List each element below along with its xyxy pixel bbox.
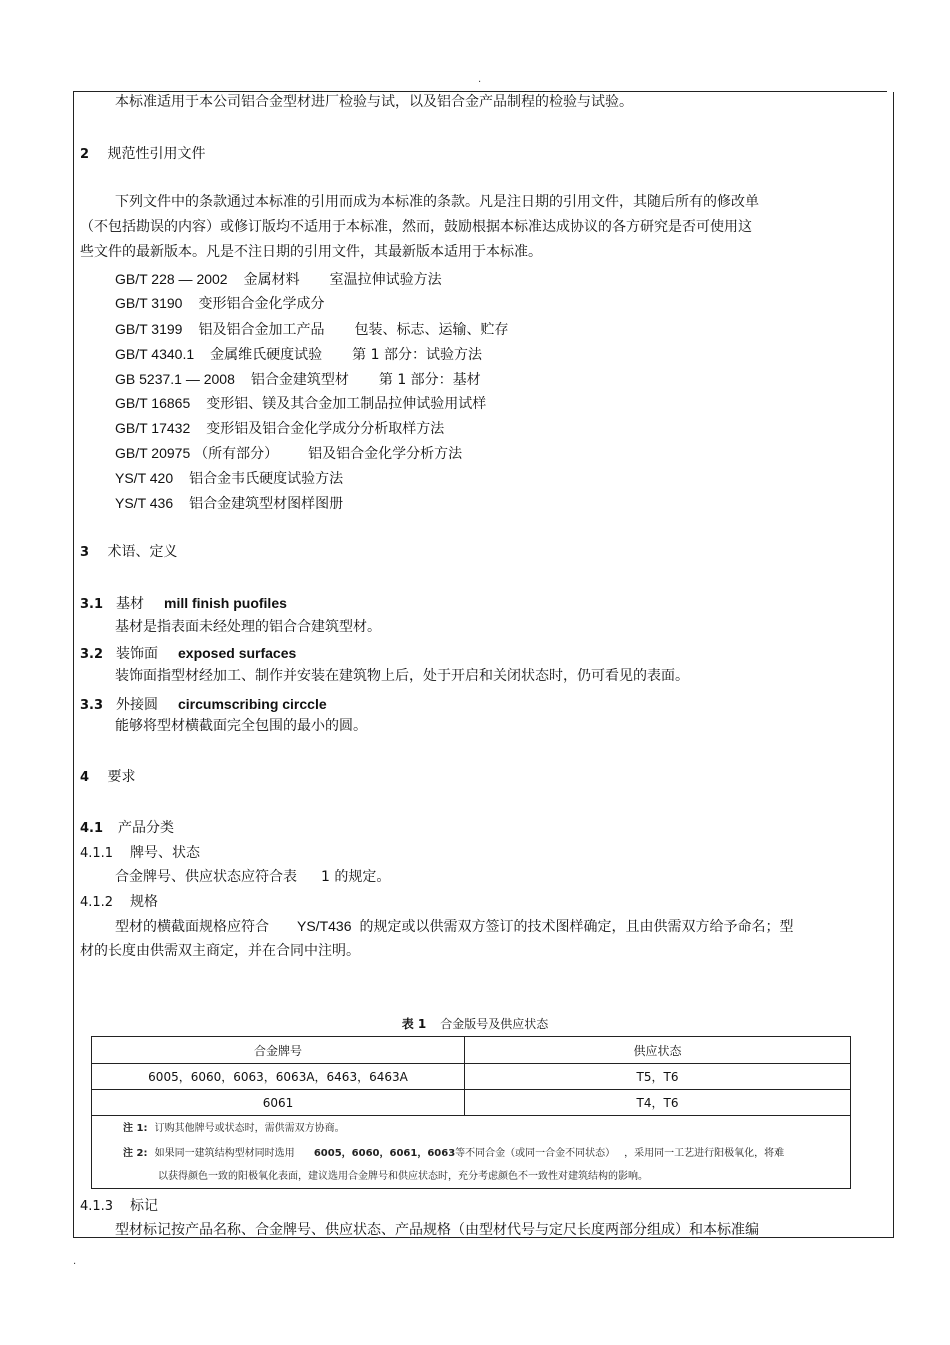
table-column-divider [464, 1037, 465, 1115]
term-en: mill finish puofiles [164, 595, 287, 611]
table-note-1 [123, 1122, 345, 1136]
section-4-number: 4 [80, 770, 90, 785]
table-caption-label: 表 1 [401, 1017, 427, 1031]
term-cn: 外接圆 [116, 697, 158, 713]
text-part: 1 的规定。 [321, 869, 391, 885]
reference-item [115, 320, 508, 339]
reference-title: 铝及铝合金化学分析方法 [308, 446, 463, 462]
table-cell: T4，T6 [636, 1096, 679, 1110]
term-heading [80, 594, 287, 614]
table-header-cell: 合金牌号 [253, 1043, 302, 1058]
table-note-2-line-2: 以获得颜色一致的阳极氧化表面，建议选用合金牌号和供应状态时，充分考虑颜色不一致性对建筑结构的影响。 [158, 1171, 648, 1182]
reference-item [115, 469, 343, 488]
note-text: 等不同合金（或同一合金不同状态） [455, 1148, 611, 1159]
reference-title: 铝及铝合金加工产品 [198, 322, 325, 338]
term-cn: 基材 [116, 596, 144, 612]
subsection-4-1-2-line-2: 材的长度由供需双主商定，并在合同中注明。 [80, 943, 360, 959]
reference-code: GB/T 228 — 2002 [115, 271, 228, 287]
note-text: 如果同一建筑结构型材同时选用 [154, 1148, 295, 1159]
table-cell: T5，T6 [636, 1070, 679, 1084]
term-definition: 能够将型材横截面完全包围的最小的圆。 [115, 718, 367, 734]
alloy-table [91, 1036, 851, 1189]
section-4-title: 要求 [107, 769, 136, 785]
reference-item [115, 345, 482, 364]
table-caption [0, 1016, 950, 1032]
term-number: 3.3 [80, 698, 104, 713]
term-en: circumscribing circcle [178, 696, 327, 712]
table-header-cell: 供应状态 [633, 1043, 682, 1058]
section-4-heading [80, 768, 136, 787]
section-2-heading [80, 145, 206, 164]
text-part: 的规定或以供需双方签订的技术图样确定，且由供需双方给予命名；型 [359, 919, 794, 935]
term-en: exposed surfaces [178, 645, 297, 661]
subsection-title: 牌号、状态 [130, 845, 200, 861]
reference-title: 金属材料 [243, 272, 300, 288]
table-row [92, 1090, 850, 1116]
reference-item [115, 444, 462, 463]
reference-subtitle: 第 1 部分：基材 [378, 372, 481, 388]
section-2-para-line-3: 些文件的最新版本。凡是不注日期的引用文件，其最新版本适用于本标准。 [80, 244, 542, 260]
text-part: 合金牌号、供应状态应符合表 [115, 869, 297, 885]
subsection-title: 产品分类 [118, 820, 174, 836]
term-heading [80, 644, 296, 664]
subsection-4-1-1-heading [80, 844, 200, 863]
reference-title: 铝合金韦氏硬度试验方法 [189, 471, 344, 487]
section-2-para-line-1: 下列文件中的条款通过本标准的引用而成为本标准的条款。凡是注日期的引用文件，其随后所有的修改单 [115, 194, 759, 210]
reference-subtitle: 室温拉伸试验方法 [329, 272, 442, 288]
table-note-2 [123, 1147, 784, 1161]
reference-code: GB/T 17432 [115, 420, 191, 436]
reference-title: 铝合金建筑型材图样图册 [189, 496, 344, 512]
section-3-title: 术语、定义 [107, 544, 178, 560]
reference-subtitle: 包装、标志、运输、贮存 [354, 322, 509, 338]
reference-code: GB 5237.1 — 2008 [115, 371, 235, 387]
reference-title: 变形铝及铝合金化学成分分析取样方法 [206, 421, 445, 437]
reference-code: YS/T 420 [115, 470, 174, 486]
subsection-4-1-heading [80, 819, 174, 838]
text-part: YS/T436 [297, 918, 352, 934]
note-text: 订购其他牌号或状态时，需供需双方协商。 [154, 1123, 345, 1134]
note-alloys: 6005，6060，6061，6063 [313, 1148, 456, 1159]
reference-code: GB/T 4340.1 [115, 346, 195, 362]
table-row [92, 1064, 850, 1090]
header-dot: . [478, 74, 482, 85]
reference-code: YS/T 436 [115, 495, 174, 511]
section-3-heading [80, 543, 178, 562]
subsection-4-1-2-heading [80, 893, 158, 912]
table-header-row [92, 1037, 850, 1064]
reference-item [115, 394, 486, 413]
term-number: 3.2 [80, 647, 104, 662]
note-text: ，采用同一工艺进行阳极氧化，将难 [624, 1148, 785, 1159]
reference-subtitle: 第 1 部分：试验方法 [352, 347, 482, 363]
subsection-4-1-1-text [115, 868, 390, 886]
reference-code: GB/T 20975 （所有部分） [115, 445, 279, 461]
reference-item [115, 494, 343, 513]
term-definition: 基材是指表面未经处理的铝合合建筑型材。 [115, 619, 381, 635]
reference-title: 金属维氏硬度试验 [210, 347, 323, 363]
subsection-title: 标记 [130, 1198, 158, 1214]
table-cell: 6061 [262, 1095, 294, 1110]
note-label: 注 1: [123, 1123, 148, 1134]
section-3-number: 3 [80, 545, 90, 560]
term-cn: 装饰面 [116, 646, 158, 662]
term-number: 3.1 [80, 597, 104, 612]
note-label: 注 2: [123, 1148, 148, 1159]
reference-title: 变形铝、镁及其合金加工制品拉伸试验用试样 [206, 396, 487, 412]
table-caption-text: 合金版号及供应状态 [440, 1017, 549, 1031]
subsection-number: 4.1.2 [80, 895, 114, 910]
intro-paragraph: 本标准适用于本公司铝合金型材进厂检验与试，以及铝合金产品制程的检验与试验。 [115, 94, 633, 110]
section-2-title: 规范性引用文件 [107, 146, 206, 162]
reference-item [115, 270, 442, 289]
section-2-number: 2 [80, 147, 90, 162]
reference-title: 变形铝合金化学成分 [198, 296, 325, 312]
table-cell: 6005，6060，6063，6063A，6463，6463A [148, 1070, 408, 1084]
subsection-number: 4.1.3 [80, 1199, 114, 1214]
reference-item [115, 370, 481, 389]
text-part: 型材的横截面规格应符合 [115, 919, 269, 935]
term-heading [80, 695, 327, 715]
footer-dot: . [73, 1256, 77, 1267]
reference-code: GB/T 3190 [115, 295, 183, 311]
subsection-title: 规格 [130, 894, 158, 910]
subsection-number: 4.1 [80, 821, 104, 836]
section-2-para-line-2: （不包括勘误的内容）或修订版均不适用于本标准，然而，鼓励根据本标准达成协议的各方研究是否可使用这 [80, 219, 752, 235]
term-definition: 装饰面指型材经加工、制作并安装在建筑物上后，处于开启和关闭状态时，仍可看见的表面。 [115, 668, 689, 684]
reference-code: GB/T 16865 [115, 395, 191, 411]
reference-title: 铝合金建筑型材 [250, 372, 349, 388]
reference-code: GB/T 3199 [115, 321, 183, 337]
subsection-4-1-3-heading [80, 1197, 158, 1216]
reference-item [115, 419, 444, 438]
subsection-4-1-2-line-1 [115, 917, 793, 936]
subsection-4-1-3-text: 型材标记按产品名称、合金牌号、供应状态、产品规格（由型材代号与定尺长度两部分组成）和本标准编 [115, 1222, 759, 1238]
subsection-number: 4.1.1 [80, 846, 114, 861]
reference-item [115, 294, 324, 313]
